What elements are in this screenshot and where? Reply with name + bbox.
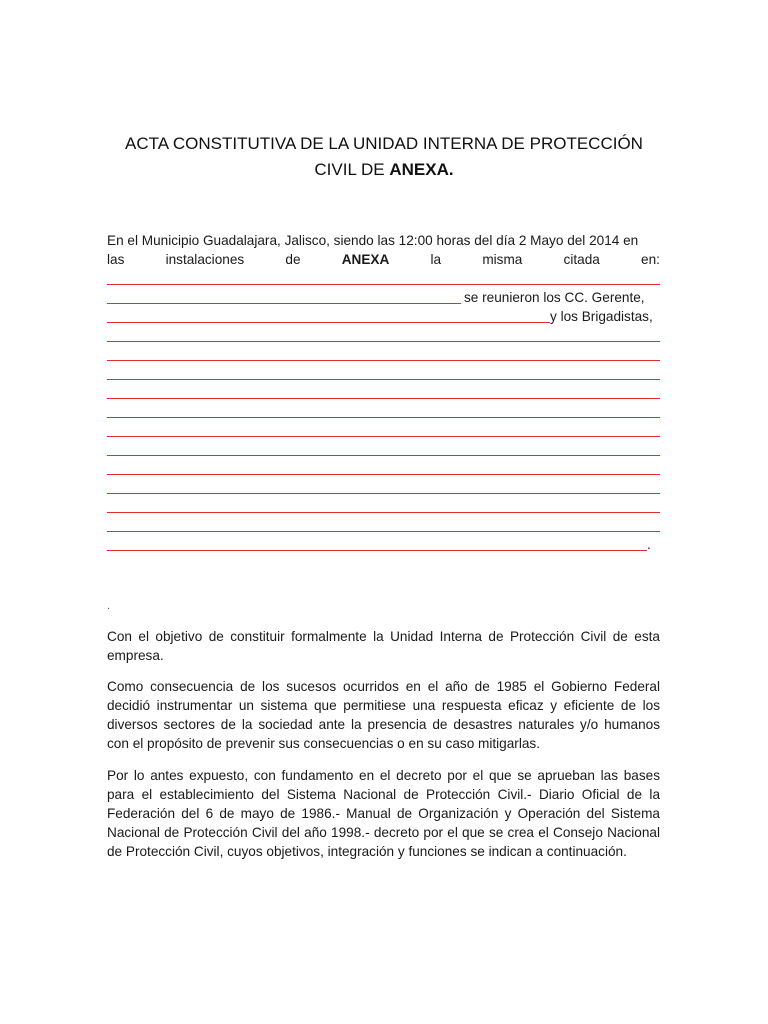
blank-line-gerente[interactable] xyxy=(107,322,550,323)
intro-word: instalaciones xyxy=(165,252,245,267)
intro-line-brigadistas xyxy=(107,307,660,326)
blank-line-brigadistas[interactable] xyxy=(107,421,660,440)
blank-line-brigadistas[interactable] xyxy=(107,383,660,402)
blank-line-brigadistas[interactable] xyxy=(107,326,660,345)
intro-company-name: ANEXA xyxy=(341,252,390,267)
intro-word: de xyxy=(285,252,301,267)
blank-line-brigadistas-last[interactable] xyxy=(107,550,647,551)
blank-line-final xyxy=(107,535,660,554)
blank-line-brigadistas[interactable] xyxy=(107,459,660,478)
blank-line-brigadistas[interactable] xyxy=(107,440,660,459)
intro-line-2 xyxy=(107,250,660,269)
blank-line-brigadistas[interactable] xyxy=(107,345,660,364)
intro-word: citada xyxy=(563,252,600,267)
intro-gerente-text: se reunieron los CC. Gerente, xyxy=(464,290,645,305)
title-company-name: ANEXA. xyxy=(389,160,454,179)
intro-line-gerente xyxy=(107,288,660,307)
title-line-2-prefix: CIVIL DE xyxy=(314,160,390,179)
blank-line-address[interactable] xyxy=(107,269,660,288)
intro-word: las xyxy=(107,252,125,267)
intro-line-1: En el Municipio Guadalajara, Jalisco, siendo las 12:00 horas del día 2 Mayo del 2014 en xyxy=(107,233,639,248)
blank-line-brigadistas[interactable] xyxy=(107,478,660,497)
intro-word: la xyxy=(430,252,442,267)
paragraph-objective: Con el objetivo de constituir formalmente la Unidad Interna de Protección Civil de esta empresa. xyxy=(107,629,660,663)
blank-line-brigadistas[interactable] xyxy=(107,497,660,516)
stray-dot: . xyxy=(107,600,111,612)
intro-word: misma xyxy=(482,252,523,267)
intro-word: en: xyxy=(641,252,660,267)
document-title xyxy=(100,131,668,183)
title-line-1: ACTA CONSTITUTIVA DE LA UNIDAD INTERNA DE PROTECCIÓN xyxy=(125,134,643,153)
blank-line-address-2[interactable] xyxy=(107,303,461,304)
blank-line-brigadistas[interactable] xyxy=(107,516,660,535)
final-period: . xyxy=(647,537,651,552)
blank-line-brigadistas[interactable] xyxy=(107,402,660,421)
intro-brigadistas-text: y los Brigadistas, xyxy=(550,309,653,324)
paragraph-legal-basis: Por lo antes expuesto, con fundamento en el decreto por el que se aprueban las bases para el establecimiento del Sistema Nacional de Protección Civil.- Diario Oficial de la Federación del 6 de mayo de 1986.- Manual de Organización y Operación del Sistema Nacional de Protección Civil del año 1998.- decreto por el que se crea el Consejo Nacional de Protección Civil, cuyos objetivos, integración y funciones se indican a continuación. xyxy=(107,768,660,859)
blank-line-brigadistas[interactable] xyxy=(107,364,660,383)
intro-paragraph xyxy=(107,231,660,554)
title-line-2 xyxy=(100,157,668,183)
paragraph-background: Como consecuencia de los sucesos ocurridos en el año de 1985 el Gobierno Federal decidió instrumentar un sistema que permitiese una respuesta eficaz y eficiente de los diversos sectores de la sociedad ante la presencia de desastres naturales y/o humanos con el propósito de prevenir sus consecuencias o en su caso mitigarlas. xyxy=(107,679,660,751)
